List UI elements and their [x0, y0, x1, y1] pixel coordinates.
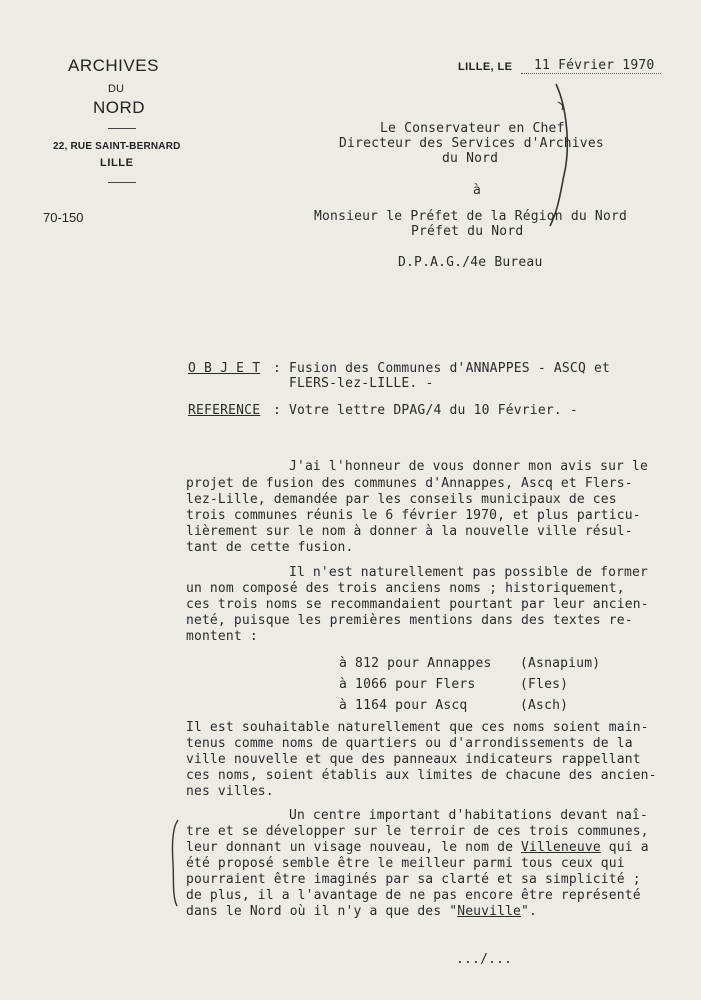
- paragraph-1-line: J'ai l'honneur de vous donner mon avis sur le: [289, 459, 648, 474]
- letterhead-divider: [108, 128, 136, 129]
- paragraph-4-line: [186, 840, 649, 855]
- text-fragment: ".: [521, 904, 538, 919]
- reference-separator: :: [273, 403, 282, 418]
- paragraph-1-line: lez-Lille, demandée par les conseils municipaux de ces: [186, 492, 617, 507]
- mention-year: à 1066 pour Flers: [339, 677, 476, 692]
- paragraph-4-line: été proposé semble être le meilleur parmi tous ceux qui: [186, 856, 625, 871]
- continuation-mark: .../...: [456, 952, 513, 967]
- objet-label: O B J E T: [188, 361, 261, 376]
- paragraph-3-line: ville nouvelle et que des panneaux indicateurs rappellant: [186, 752, 641, 767]
- mention-latin: (Asnapium): [520, 656, 601, 671]
- letterhead-title-1: ARCHIVES: [68, 56, 159, 75]
- letterhead-title-2: DU: [108, 83, 124, 95]
- sender-line-2: Directeur des Services d'Archives: [339, 136, 604, 151]
- sender-line-3: du Nord: [442, 151, 499, 166]
- paragraph-3-line: Il est souhaitable naturellement que ces noms soient main-: [186, 720, 649, 735]
- paragraph-3-line: nes villes.: [186, 784, 274, 799]
- paragraph-1-line: tant de cette fusion.: [186, 540, 354, 555]
- letterhead-address: 22, RUE SAINT-BERNARD: [53, 141, 181, 152]
- handwritten-bracket: [168, 818, 182, 908]
- mention-latin: (Fles): [520, 677, 569, 692]
- objet-line-1: Fusion des Communes d'ANNAPPES - ASCQ et: [289, 361, 611, 376]
- text-fragment: qui a: [600, 840, 649, 855]
- paragraph-1-line: lièrement sur le nom à donner à la nouvelle ville résul-: [186, 524, 633, 539]
- villeneuve-name: Villeneuve: [521, 840, 601, 855]
- paragraph-1-line: projet de fusion des communes d'Annappes, Ascq et Flers-: [186, 476, 633, 491]
- date-dotted-line: [521, 73, 661, 74]
- letterhead-city-divider: [108, 182, 136, 183]
- handwritten-mark: [540, 80, 580, 230]
- reference-number: 70-150: [43, 210, 84, 225]
- recipient-line-2: Préfet du Nord: [411, 224, 524, 239]
- letterhead-title-3: NORD: [93, 98, 146, 117]
- date-place: LILLE, LE: [458, 61, 513, 73]
- sender-line-1: Le Conservateur en Chef: [380, 121, 565, 136]
- reference-text: Votre lettre DPAG/4 du 10 Février. -: [289, 403, 578, 418]
- paragraph-2-line: neté, puisque les premières mentions dans des textes re-: [186, 613, 633, 628]
- paragraph-4-line: de plus, il a l'avantage de ne pas encore être représenté: [186, 888, 641, 903]
- mention-year: à 1164 pour Ascq: [339, 698, 468, 713]
- paragraph-3-line: tenus comme noms de quartiers ou d'arrondissements de la: [186, 736, 633, 751]
- paragraph-4-line: [186, 904, 537, 919]
- reference-label: REFERENCE: [188, 403, 261, 418]
- paragraph-2-line: un nom composé des trois anciens noms ; historiquement,: [186, 581, 625, 596]
- paragraph-4-line: pourraient être imaginés par sa clarté et sa simplicité ;: [186, 872, 641, 887]
- letterhead-city: LILLE: [100, 157, 134, 169]
- objet-line-2: FLERS-lez-LILLE. -: [289, 376, 434, 391]
- text-fragment: dans le Nord où il n'y a que des ": [186, 904, 458, 919]
- paragraph-1-line: trois communes réunis le 6 février 1970, et plus particu-: [186, 508, 641, 523]
- recipient-line-1: Monsieur le Préfet de la Région du Nord: [314, 209, 628, 224]
- paragraph-2-line: montent :: [186, 629, 258, 644]
- date-value: 11 Février 1970: [534, 58, 655, 73]
- objet-separator: :: [273, 361, 282, 376]
- bureau: D.P.A.G./4e Bureau: [398, 255, 543, 270]
- text-fragment: leur donnant un visage nouveau, le nom de: [186, 840, 522, 855]
- mention-latin: (Asch): [520, 698, 569, 713]
- paragraph-3-line: ces noms, soient établis aux limites de chacune des ancien-: [186, 768, 657, 783]
- mention-year: à 812 pour Annappes: [339, 656, 492, 671]
- paragraph-4-line: Un centre important d'habitations devant naî-: [289, 808, 648, 823]
- paragraph-2-line: Il n'est naturellement pas possible de former: [289, 565, 648, 580]
- paragraph-4-line: tre et se développer sur le terroir de ces trois communes,: [186, 824, 649, 839]
- neuville-name: Neuville: [457, 904, 522, 919]
- to-word: à: [473, 183, 482, 198]
- paragraph-2-line: ces trois noms se recommandaient pourtant par leur ancien-: [186, 597, 649, 612]
